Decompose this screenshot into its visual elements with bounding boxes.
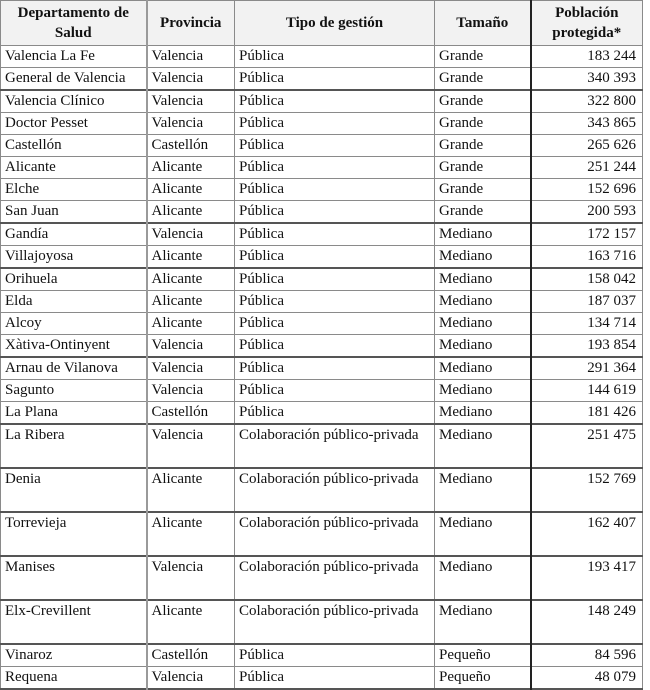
cell-tipo-gestion: Pública — [235, 667, 435, 690]
cell-provincia: Valencia — [147, 556, 235, 600]
cell-tamano: Mediano — [435, 246, 531, 269]
table-row — [1, 600, 643, 644]
cell-provincia: Alicante — [147, 268, 235, 291]
cell-tipo-gestion: Pública — [235, 246, 435, 269]
cell-provincia: Alicante — [147, 512, 235, 556]
cell-provincia: Castellón — [147, 644, 235, 667]
cell-tipo-gestion: Pública — [235, 68, 435, 91]
cell-poblacion: 152 769 — [531, 468, 643, 512]
cell-poblacion: 340 393 — [531, 68, 643, 91]
cell-poblacion: 158 042 — [531, 268, 643, 291]
table-row — [1, 46, 643, 68]
cell-departamento: San Juan — [1, 201, 147, 224]
cell-tipo-gestion: Colaboración público-privada — [235, 424, 435, 468]
cell-provincia: Alicante — [147, 600, 235, 644]
cell-poblacion: 163 716 — [531, 246, 643, 269]
cell-poblacion: 162 407 — [531, 512, 643, 556]
cell-poblacion: 291 364 — [531, 357, 643, 380]
table-row — [1, 179, 643, 201]
header-provincia: Provincia — [147, 1, 235, 46]
cell-tipo-gestion: Pública — [235, 113, 435, 135]
table-row — [1, 424, 643, 468]
cell-departamento: Requena — [1, 667, 147, 690]
cell-tamano: Mediano — [435, 291, 531, 313]
cell-tipo-gestion: Pública — [235, 135, 435, 157]
cell-provincia: Valencia — [147, 667, 235, 690]
cell-provincia: Valencia — [147, 68, 235, 91]
cell-tamano: Grande — [435, 179, 531, 201]
cell-tipo-gestion: Colaboración público-privada — [235, 468, 435, 512]
cell-departamento: Orihuela — [1, 268, 147, 291]
cell-tipo-gestion: Pública — [235, 268, 435, 291]
cell-departamento: Alicante — [1, 157, 147, 179]
table-row — [1, 223, 643, 246]
table-row — [1, 201, 643, 224]
cell-tipo-gestion: Pública — [235, 46, 435, 68]
table-row — [1, 90, 643, 113]
cell-tipo-gestion: Pública — [235, 357, 435, 380]
cell-poblacion: 265 626 — [531, 135, 643, 157]
cell-tipo-gestion: Pública — [235, 201, 435, 224]
cell-provincia: Valencia — [147, 424, 235, 468]
table-row — [1, 291, 643, 313]
cell-tamano: Pequeño — [435, 644, 531, 667]
header-tipo-gestion: Tipo de gestión — [235, 1, 435, 46]
cell-poblacion: 193 854 — [531, 335, 643, 358]
header-departamento: Departamento de Salud — [1, 1, 147, 46]
cell-provincia: Valencia — [147, 335, 235, 358]
cell-tamano: Mediano — [435, 556, 531, 600]
table-row — [1, 357, 643, 380]
cell-tamano: Mediano — [435, 335, 531, 358]
cell-tipo-gestion: Colaboración público-privada — [235, 600, 435, 644]
cell-provincia: Alicante — [147, 313, 235, 335]
cell-departamento: Valencia La Fe — [1, 46, 147, 68]
cell-tipo-gestion: Pública — [235, 291, 435, 313]
cell-departamento: Castellón — [1, 135, 147, 157]
table-row — [1, 402, 643, 425]
cell-poblacion: 183 244 — [531, 46, 643, 68]
table-row — [1, 512, 643, 556]
cell-poblacion: 193 417 — [531, 556, 643, 600]
table-row — [1, 313, 643, 335]
cell-poblacion: 187 037 — [531, 291, 643, 313]
table-row — [1, 556, 643, 600]
header-row — [1, 1, 643, 46]
cell-tamano: Grande — [435, 135, 531, 157]
cell-tamano: Mediano — [435, 357, 531, 380]
table-row — [1, 68, 643, 91]
cell-departamento: Villajoyosa — [1, 246, 147, 269]
cell-provincia: Valencia — [147, 113, 235, 135]
cell-poblacion: 343 865 — [531, 113, 643, 135]
cell-provincia: Alicante — [147, 157, 235, 179]
cell-tamano: Mediano — [435, 380, 531, 402]
cell-provincia: Valencia — [147, 46, 235, 68]
cell-tamano: Grande — [435, 201, 531, 224]
cell-poblacion: 48 079 — [531, 667, 643, 690]
header-poblacion: Población protegida* — [531, 1, 643, 46]
cell-departamento: Elche — [1, 179, 147, 201]
cell-departamento: Sagunto — [1, 380, 147, 402]
cell-departamento: Torrevieja — [1, 512, 147, 556]
cell-departamento: La Plana — [1, 402, 147, 425]
cell-poblacion: 84 596 — [531, 644, 643, 667]
cell-provincia: Alicante — [147, 246, 235, 269]
cell-provincia: Castellón — [147, 402, 235, 425]
cell-poblacion: 251 244 — [531, 157, 643, 179]
cell-poblacion: 134 714 — [531, 313, 643, 335]
cell-provincia: Alicante — [147, 179, 235, 201]
table-header — [1, 1, 643, 46]
cell-departamento: Manises — [1, 556, 147, 600]
cell-tamano: Grande — [435, 157, 531, 179]
cell-departamento: Alcoy — [1, 313, 147, 335]
cell-tamano: Mediano — [435, 600, 531, 644]
table-row — [1, 667, 643, 690]
cell-provincia: Valencia — [147, 223, 235, 246]
cell-tipo-gestion: Pública — [235, 380, 435, 402]
cell-departamento: General de Valencia — [1, 68, 147, 91]
cell-poblacion: 322 800 — [531, 90, 643, 113]
table-row — [1, 644, 643, 667]
cell-poblacion: 148 249 — [531, 600, 643, 644]
cell-tipo-gestion: Pública — [235, 313, 435, 335]
table-row — [1, 113, 643, 135]
cell-tipo-gestion: Pública — [235, 90, 435, 113]
cell-provincia: Castellón — [147, 135, 235, 157]
cell-poblacion: 152 696 — [531, 179, 643, 201]
header-tamano: Tamaño — [435, 1, 531, 46]
cell-tipo-gestion: Pública — [235, 223, 435, 246]
cell-tamano: Grande — [435, 46, 531, 68]
cell-tipo-gestion: Pública — [235, 335, 435, 358]
table-row — [1, 335, 643, 358]
cell-departamento: Vinaroz — [1, 644, 147, 667]
cell-departamento: Doctor Pesset — [1, 113, 147, 135]
table-row — [1, 157, 643, 179]
table-row — [1, 246, 643, 269]
cell-provincia: Alicante — [147, 291, 235, 313]
cell-tipo-gestion: Pública — [235, 402, 435, 425]
table-row — [1, 135, 643, 157]
cell-departamento: Elx-Crevillent — [1, 600, 147, 644]
cell-tamano: Mediano — [435, 512, 531, 556]
cell-tamano: Mediano — [435, 223, 531, 246]
cell-departamento: Gandía — [1, 223, 147, 246]
cell-poblacion: 181 426 — [531, 402, 643, 425]
table-row — [1, 268, 643, 291]
cell-departamento: Xàtiva-Ontinyent — [1, 335, 147, 358]
cell-tamano: Mediano — [435, 313, 531, 335]
cell-poblacion: 144 619 — [531, 380, 643, 402]
cell-tamano: Grande — [435, 68, 531, 91]
cell-departamento: Elda — [1, 291, 147, 313]
cell-departamento: Valencia Clínico — [1, 90, 147, 113]
cell-poblacion: 251 475 — [531, 424, 643, 468]
cell-provincia: Valencia — [147, 357, 235, 380]
cell-tamano: Mediano — [435, 424, 531, 468]
cell-tamano: Mediano — [435, 268, 531, 291]
cell-departamento: La Ribera — [1, 424, 147, 468]
table-row — [1, 380, 643, 402]
table-row — [1, 468, 643, 512]
cell-tipo-gestion: Pública — [235, 157, 435, 179]
cell-tipo-gestion: Pública — [235, 179, 435, 201]
cell-tipo-gestion: Colaboración público-privada — [235, 512, 435, 556]
cell-departamento: Arnau de Vilanova — [1, 357, 147, 380]
cell-tamano: Grande — [435, 113, 531, 135]
cell-tamano: Grande — [435, 90, 531, 113]
table-body — [1, 46, 643, 690]
cell-departamento: Denia — [1, 468, 147, 512]
cell-tamano: Pequeño — [435, 667, 531, 690]
cell-tipo-gestion: Colaboración público-privada — [235, 556, 435, 600]
cell-provincia: Alicante — [147, 468, 235, 512]
cell-poblacion: 200 593 — [531, 201, 643, 224]
cell-tipo-gestion: Pública — [235, 644, 435, 667]
cell-provincia: Valencia — [147, 90, 235, 113]
cell-provincia: Alicante — [147, 201, 235, 224]
cell-tamano: Mediano — [435, 402, 531, 425]
cell-tamano: Mediano — [435, 468, 531, 512]
cell-provincia: Valencia — [147, 380, 235, 402]
cell-poblacion: 172 157 — [531, 223, 643, 246]
